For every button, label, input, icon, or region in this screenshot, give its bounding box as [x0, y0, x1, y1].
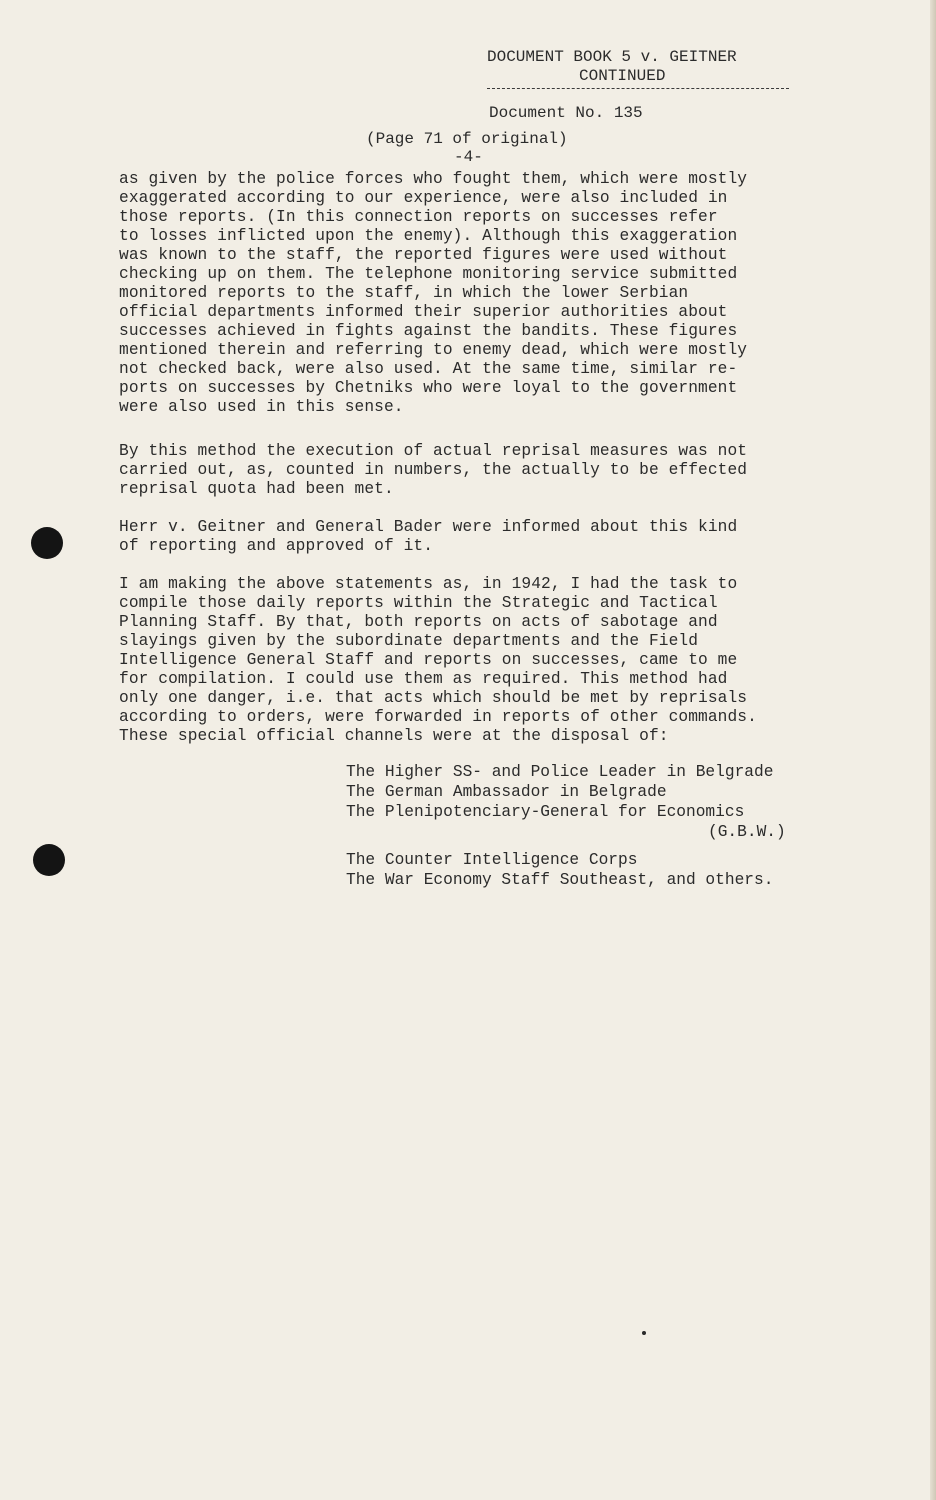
punch-hole-top: [31, 527, 63, 559]
text-line: official departments informed their superior authorities about: [119, 303, 728, 321]
text-line: to losses inflicted upon the enemy). Although this exaggeration: [119, 227, 738, 245]
text-line: for compilation. I could use them as required. This method had: [119, 670, 728, 688]
list-spacer: [346, 842, 786, 850]
text-line: ports on successes by Chetniks who were loyal to the government: [119, 379, 738, 397]
document-header: [487, 48, 797, 89]
paragraph-1: [119, 170, 879, 417]
text-line: not checked back, were also used. At the same time, similar re-: [119, 360, 738, 378]
document-book-title: DOCUMENT BOOK 5 v. GEITNER: [487, 48, 737, 66]
text-line: only one danger, i.e. that acts which should be met by reprisals: [119, 689, 748, 707]
text-line: Planning Staff. By that, both reports on acts of sabotage and: [119, 613, 718, 631]
text-line: were also used in this sense.: [119, 398, 404, 416]
text-line: those reports. (In this connection reports on successes refer: [119, 208, 718, 226]
paragraph-2: [119, 442, 879, 499]
text-line: By this method the execution of actual reprisal measures was not: [119, 442, 748, 460]
paragraph-3: [119, 518, 879, 556]
page-number: -4-: [454, 148, 483, 166]
text-line: checking up on them. The telephone monitoring service submitted: [119, 265, 738, 283]
official-channels-list: [346, 762, 786, 890]
text-line: Intelligence General Staff and reports on successes, came to me: [119, 651, 738, 669]
original-page-reference: (Page 71 of original): [366, 130, 568, 148]
text-line: I am making the above statements as, in 1942, I had the task to: [119, 575, 738, 593]
channel-item: The Higher SS- and Police Leader in Belgrade: [346, 763, 774, 781]
text-line: carried out, as, counted in numbers, the actually to be effected: [119, 461, 748, 479]
text-line: compile those daily reports within the Strategic and Tactical: [119, 594, 718, 612]
text-line: as given by the police forces who fought them, which were mostly: [119, 170, 748, 188]
channel-item: The War Economy Staff Southeast, and others.: [346, 871, 774, 889]
text-line: reprisal quota had been met.: [119, 480, 394, 498]
gbw-abbreviation: (G.B.W.): [708, 823, 786, 841]
text-line: Herr v. Geitner and General Bader were informed about this kind: [119, 518, 738, 536]
text-line: These special official channels were at the disposal of:: [119, 727, 669, 745]
text-line: exaggerated according to our experience, were also included in: [119, 189, 728, 207]
channel-item: The German Ambassador in Belgrade: [346, 783, 667, 801]
text-line: successes achieved in fights against the bandits. These figures: [119, 322, 738, 340]
text-line: according to orders, were forwarded in reports of other commands.: [119, 708, 757, 726]
text-line: was known to the staff, the reported figures were used without: [119, 246, 728, 264]
channel-item: The Counter Intelligence Corps: [346, 851, 638, 869]
channel-item: The Plenipotenciary-General for Economics: [346, 803, 745, 821]
document-number: Document No. 135: [489, 104, 643, 122]
header-divider: [487, 88, 789, 89]
text-line: mentioned therein and referring to enemy dead, which were mostly: [119, 341, 748, 359]
paragraph-4: [119, 575, 879, 746]
page-edge-shadow: [930, 0, 936, 1500]
continued-label: CONTINUED: [579, 67, 666, 85]
punch-hole-bottom: [33, 844, 65, 876]
text-line: of reporting and approved of it.: [119, 537, 434, 555]
text-line: monitored reports to the staff, in which the lower Serbian: [119, 284, 689, 302]
ink-speck: [642, 1331, 646, 1335]
text-line: slayings given by the subordinate departments and the Field: [119, 632, 699, 650]
